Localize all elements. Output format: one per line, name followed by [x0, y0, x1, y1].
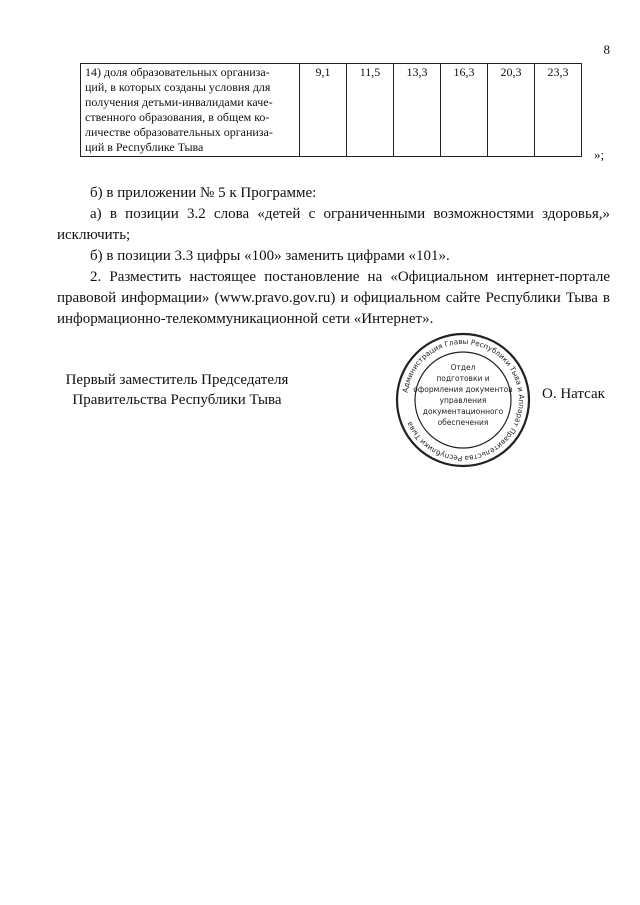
stamp-center-line: управления	[439, 396, 487, 405]
official-stamp	[395, 332, 531, 468]
paragraph: 2. Разместить настоящее постановление на «Официальном интернет-портале правовой информации» (www.pravo.gov.ru) и официальном сайте Республики Тыва в информационно-телекоммуникационной сети «Интернет».	[57, 269, 610, 327]
value-cell: 20,3	[488, 64, 535, 157]
description-line: 14) доля образовательных организа-	[85, 65, 270, 79]
value-cell: 9,1	[300, 64, 347, 157]
value-cell: 23,3	[535, 64, 582, 157]
signer-title-line: Первый заместитель Председателя	[65, 372, 289, 388]
paragraph: а) в позиции 3.2 слова «детей с ограниченными возможностями здоровья,» исключить;	[57, 206, 610, 243]
description-line: получения детьми-инвалидами каче-	[85, 95, 273, 109]
indicator-description	[81, 64, 300, 157]
signer-title	[57, 370, 297, 410]
closing-quote: »;	[594, 147, 605, 162]
value-cell: 13,3	[394, 64, 441, 157]
table-row	[81, 64, 582, 157]
description-line: ций в Республике Тыва	[85, 140, 204, 154]
indicator-table	[80, 63, 582, 157]
description-line: личестве образовательных организа-	[85, 125, 273, 139]
stamp-center-line: обеспечения	[437, 418, 489, 427]
description-line: ций, в которых созданы условия для	[85, 80, 271, 94]
stamp-ring-text: Администрация Главы Республики Тыва и Аппарат Правительства Республики Тыва	[400, 336, 527, 464]
signer-name: О. Натсак	[542, 386, 605, 402]
stamp-center-line: Отдел	[450, 363, 476, 372]
stamp-center-line: оформления документов	[413, 385, 513, 394]
page-number: 8	[603, 42, 610, 57]
value-cell: 16,3	[441, 64, 488, 157]
paragraph: б) в приложении № 5 к Программе:	[90, 185, 317, 201]
description-line: ственного образования, в общем ко-	[85, 110, 270, 124]
value-cell: 11,5	[347, 64, 394, 157]
paragraph: б) в позиции 3.3 цифры «100» заменить цифрами «101».	[90, 248, 450, 264]
stamp-center-line: документационного	[422, 407, 504, 416]
signer-title-line: Правительства Республики Тыва	[72, 392, 282, 408]
stamp-center-line: подготовки и	[436, 374, 490, 383]
